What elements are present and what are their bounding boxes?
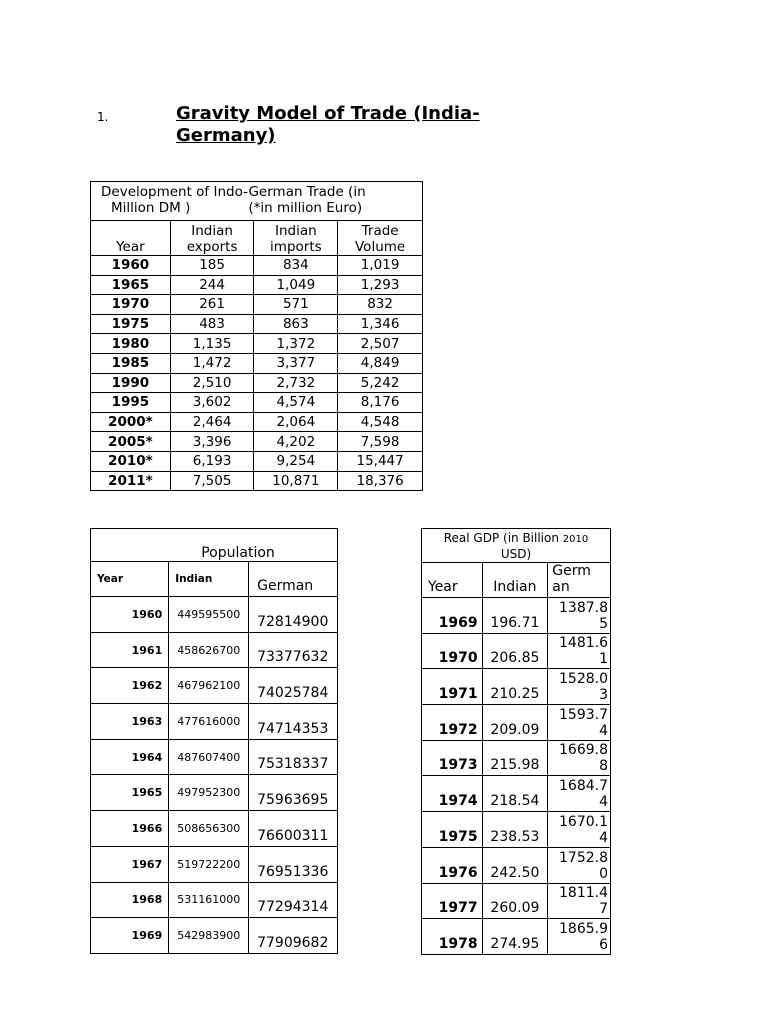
table-row (91, 704, 338, 740)
trade-year-cell: 1970 (91, 295, 171, 315)
gdp-german-value-l2: 0 (599, 865, 608, 882)
table-row (91, 334, 423, 354)
trade-imports-cell: 1,372 (254, 334, 338, 354)
table-row (91, 597, 338, 633)
trade-exports-cell: 185 (170, 256, 254, 276)
population-year-cell: 1969 (91, 918, 169, 954)
trade-imports-cell: 834 (254, 256, 338, 276)
trade-volume-cell: 15,447 (338, 451, 423, 471)
population-title: Population (91, 529, 338, 562)
trade-volume-cell: 1,293 (338, 275, 423, 295)
gdp-german-value-l2: 7 (599, 901, 608, 918)
table-row (422, 705, 611, 741)
gdp-german-cell (548, 598, 611, 634)
population-german-cell: 74025784 (249, 668, 338, 704)
population-german-cell: 77294314 (249, 882, 338, 918)
trade-year-cell: 1960 (91, 256, 171, 276)
gdp-indian-cell: 242.50 (482, 847, 548, 883)
trade-volume-cell: 832 (338, 295, 423, 315)
gdp-indian-cell: 209.09 (482, 705, 548, 741)
trade-exports-cell: 244 (170, 275, 254, 295)
population-german-cell: 74714353 (249, 704, 338, 740)
gdp-german-cell (548, 847, 611, 883)
table-row (91, 432, 423, 452)
gdp-german-value-l2: 5 (599, 615, 608, 632)
population-indian-cell: 542983900 (169, 918, 249, 954)
trade-exports-cell: 6,193 (170, 451, 254, 471)
table-row (91, 295, 423, 315)
trade-exports-cell: 3,396 (170, 432, 254, 452)
table-row (91, 451, 423, 471)
gdp-german-cell (548, 669, 611, 705)
population-indian-cell: 497952300 (169, 775, 249, 811)
table-row (422, 669, 611, 705)
table-row (422, 883, 611, 919)
trade-header-exports: Indian exports (170, 221, 254, 256)
trade-caption-line1: Development of Indo-German Trade (in (101, 184, 366, 200)
gdp-year-cell: 1972 (422, 705, 483, 741)
trade-header-year: Year (91, 221, 171, 256)
gdp-header-german-l1: Germ (552, 563, 591, 579)
population-year-cell: 1965 (91, 775, 169, 811)
gdp-title-main: Real GDP (in Billion (443, 531, 559, 545)
gdp-indian-cell: 274.95 (482, 919, 548, 955)
table-row (91, 846, 338, 882)
trade-year-cell: 1995 (91, 393, 171, 413)
population-year-cell: 1967 (91, 846, 169, 882)
gdp-german-value-l1: 1669.8 (559, 742, 608, 759)
gdp-german-value-l1: 1670.1 (559, 813, 608, 830)
trade-year-cell: 2010* (91, 451, 171, 471)
population-header-indian: Indian (169, 562, 249, 597)
trade-imports-cell: 863 (254, 314, 338, 334)
table-row (91, 314, 423, 334)
table-row (91, 882, 338, 918)
population-indian-cell: 531161000 (169, 882, 249, 918)
gdp-year-cell: 1974 (422, 776, 483, 812)
population-german-cell: 75318337 (249, 739, 338, 775)
gdp-year-cell: 1976 (422, 847, 483, 883)
trade-year-cell: 1985 (91, 353, 171, 373)
gdp-year-cell: 1973 (422, 740, 483, 776)
gdp-title-unit: USD) (500, 547, 532, 561)
trade-imports-cell: 4,202 (254, 432, 338, 452)
gdp-german-cell (548, 919, 611, 955)
gdp-indian-cell: 238.53 (482, 812, 548, 848)
trade-year-cell: 2005* (91, 432, 171, 452)
gdp-german-cell (548, 812, 611, 848)
gdp-year-cell: 1977 (422, 883, 483, 919)
gdp-year-cell: 1969 (422, 598, 483, 634)
trade-year-cell: 2000* (91, 412, 171, 432)
gdp-german-value-l1: 1593.7 (559, 706, 608, 723)
trade-imports-cell: 9,254 (254, 451, 338, 471)
population-german-cell: 77909682 (249, 918, 338, 954)
gdp-german-value-l2: 4 (599, 829, 608, 846)
population-header-year: Year (91, 562, 169, 597)
gdp-header-year: Year (422, 563, 483, 598)
table-row (91, 811, 338, 847)
trade-imports-cell: 2,064 (254, 412, 338, 432)
gdp-year-cell: 1971 (422, 669, 483, 705)
trade-exports-cell: 2,464 (170, 412, 254, 432)
table-row (91, 632, 338, 668)
trade-table-caption (91, 182, 423, 221)
gdp-header-german-l2: an (552, 579, 570, 595)
gdp-german-value-l2: 1 (599, 651, 608, 668)
document-heading: Gravity Model of Trade (India-Germany) (176, 103, 480, 146)
gdp-german-cell (548, 705, 611, 741)
population-german-cell: 72814900 (249, 597, 338, 633)
gdp-header-indian: Indian (482, 563, 548, 598)
table-row (91, 668, 338, 704)
trade-imports-cell: 4,574 (254, 393, 338, 413)
trade-imports-cell: 10,871 (254, 471, 338, 491)
trade-volume-cell: 5,242 (338, 373, 423, 393)
gdp-indian-cell: 218.54 (482, 776, 548, 812)
trade-imports-cell: 571 (254, 295, 338, 315)
population-german-cell: 76951336 (249, 846, 338, 882)
gdp-german-value-l1: 1481.6 (559, 635, 608, 652)
population-indian-cell: 467962100 (169, 668, 249, 704)
population-header-german: German (249, 562, 338, 597)
table-row (91, 353, 423, 373)
gdp-german-value-l1: 1684.7 (559, 778, 608, 795)
trade-volume-cell: 1,346 (338, 314, 423, 334)
trade-imports-cell: 3,377 (254, 353, 338, 373)
table-row (91, 373, 423, 393)
gdp-german-cell (548, 633, 611, 669)
gdp-title-year: 2010 (562, 534, 589, 545)
gdp-german-value-l2: 8 (599, 758, 608, 775)
trade-volume-cell: 4,548 (338, 412, 423, 432)
gdp-indian-cell: 260.09 (482, 883, 548, 919)
gdp-german-value-l1: 1528.0 (559, 671, 608, 688)
indo-german-trade-table (90, 181, 423, 491)
population-german-cell: 76600311 (249, 811, 338, 847)
table-row (422, 740, 611, 776)
population-german-cell: 73377632 (249, 632, 338, 668)
gdp-german-cell (548, 883, 611, 919)
gdp-indian-cell: 215.98 (482, 740, 548, 776)
trade-caption-line2: Million DM ) (111, 200, 191, 216)
trade-year-cell: 1975 (91, 314, 171, 334)
trade-exports-cell: 1,472 (170, 353, 254, 373)
trade-volume-cell: 1,019 (338, 256, 423, 276)
trade-volume-cell: 2,507 (338, 334, 423, 354)
trade-header-volume: Trade Volume (338, 221, 423, 256)
table-row (91, 275, 423, 295)
gdp-german-cell (548, 740, 611, 776)
trade-year-cell: 1990 (91, 373, 171, 393)
trade-exports-cell: 1,135 (170, 334, 254, 354)
gdp-german-cell (548, 776, 611, 812)
trade-header-imports: Indian imports (254, 221, 338, 256)
trade-exports-cell: 483 (170, 314, 254, 334)
gdp-indian-cell: 206.85 (482, 633, 548, 669)
gdp-german-value-l2: 6 (599, 936, 608, 953)
gdp-german-value-l1: 1387.8 (559, 599, 608, 616)
population-german-cell: 75963695 (249, 775, 338, 811)
gdp-title (422, 529, 611, 563)
trade-caption-note: (*in million Euro) (248, 200, 363, 216)
population-table (90, 528, 338, 954)
population-indian-cell: 508656300 (169, 811, 249, 847)
trade-imports-cell: 2,732 (254, 373, 338, 393)
population-year-cell: 1968 (91, 882, 169, 918)
trade-volume-cell: 7,598 (338, 432, 423, 452)
trade-exports-cell: 3,602 (170, 393, 254, 413)
population-year-cell: 1964 (91, 739, 169, 775)
gdp-german-value-l2: 4 (599, 722, 608, 739)
population-year-cell: 1962 (91, 668, 169, 704)
gdp-year-cell: 1975 (422, 812, 483, 848)
gdp-german-value-l1: 1752.8 (559, 849, 608, 866)
table-row (422, 919, 611, 955)
table-row (422, 776, 611, 812)
trade-imports-cell: 1,049 (254, 275, 338, 295)
gdp-indian-cell: 196.71 (482, 598, 548, 634)
table-row (422, 598, 611, 634)
gdp-year-cell: 1978 (422, 919, 483, 955)
table-row (91, 256, 423, 276)
population-indian-cell: 449595500 (169, 597, 249, 633)
trade-year-cell: 2011* (91, 471, 171, 491)
table-row (91, 393, 423, 413)
population-indian-cell: 487607400 (169, 739, 249, 775)
population-indian-cell: 519722200 (169, 846, 249, 882)
gdp-german-value-l2: 3 (599, 687, 608, 704)
gdp-german-value-l1: 1811.4 (559, 885, 608, 902)
table-row (91, 918, 338, 954)
population-indian-cell: 458626700 (169, 632, 249, 668)
gdp-indian-cell: 210.25 (482, 669, 548, 705)
table-row (91, 471, 423, 491)
gdp-year-cell: 1970 (422, 633, 483, 669)
trade-volume-cell: 4,849 (338, 353, 423, 373)
table-row (91, 412, 423, 432)
trade-volume-cell: 8,176 (338, 393, 423, 413)
table-row (91, 775, 338, 811)
trade-exports-cell: 261 (170, 295, 254, 315)
real-gdp-table (421, 528, 611, 955)
table-row (91, 739, 338, 775)
population-year-cell: 1963 (91, 704, 169, 740)
population-year-cell: 1966 (91, 811, 169, 847)
population-indian-cell: 477616000 (169, 704, 249, 740)
table-row (422, 633, 611, 669)
section-number: 1. (97, 110, 109, 124)
population-year-cell: 1960 (91, 597, 169, 633)
trade-year-cell: 1965 (91, 275, 171, 295)
gdp-german-value-l2: 4 (599, 794, 608, 811)
gdp-german-value-l1: 1865.9 (559, 920, 608, 937)
trade-exports-cell: 7,505 (170, 471, 254, 491)
trade-exports-cell: 2,510 (170, 373, 254, 393)
gdp-header-german (548, 563, 611, 598)
table-row (422, 812, 611, 848)
trade-year-cell: 1980 (91, 334, 171, 354)
trade-volume-cell: 18,376 (338, 471, 423, 491)
table-row (422, 847, 611, 883)
population-year-cell: 1961 (91, 632, 169, 668)
